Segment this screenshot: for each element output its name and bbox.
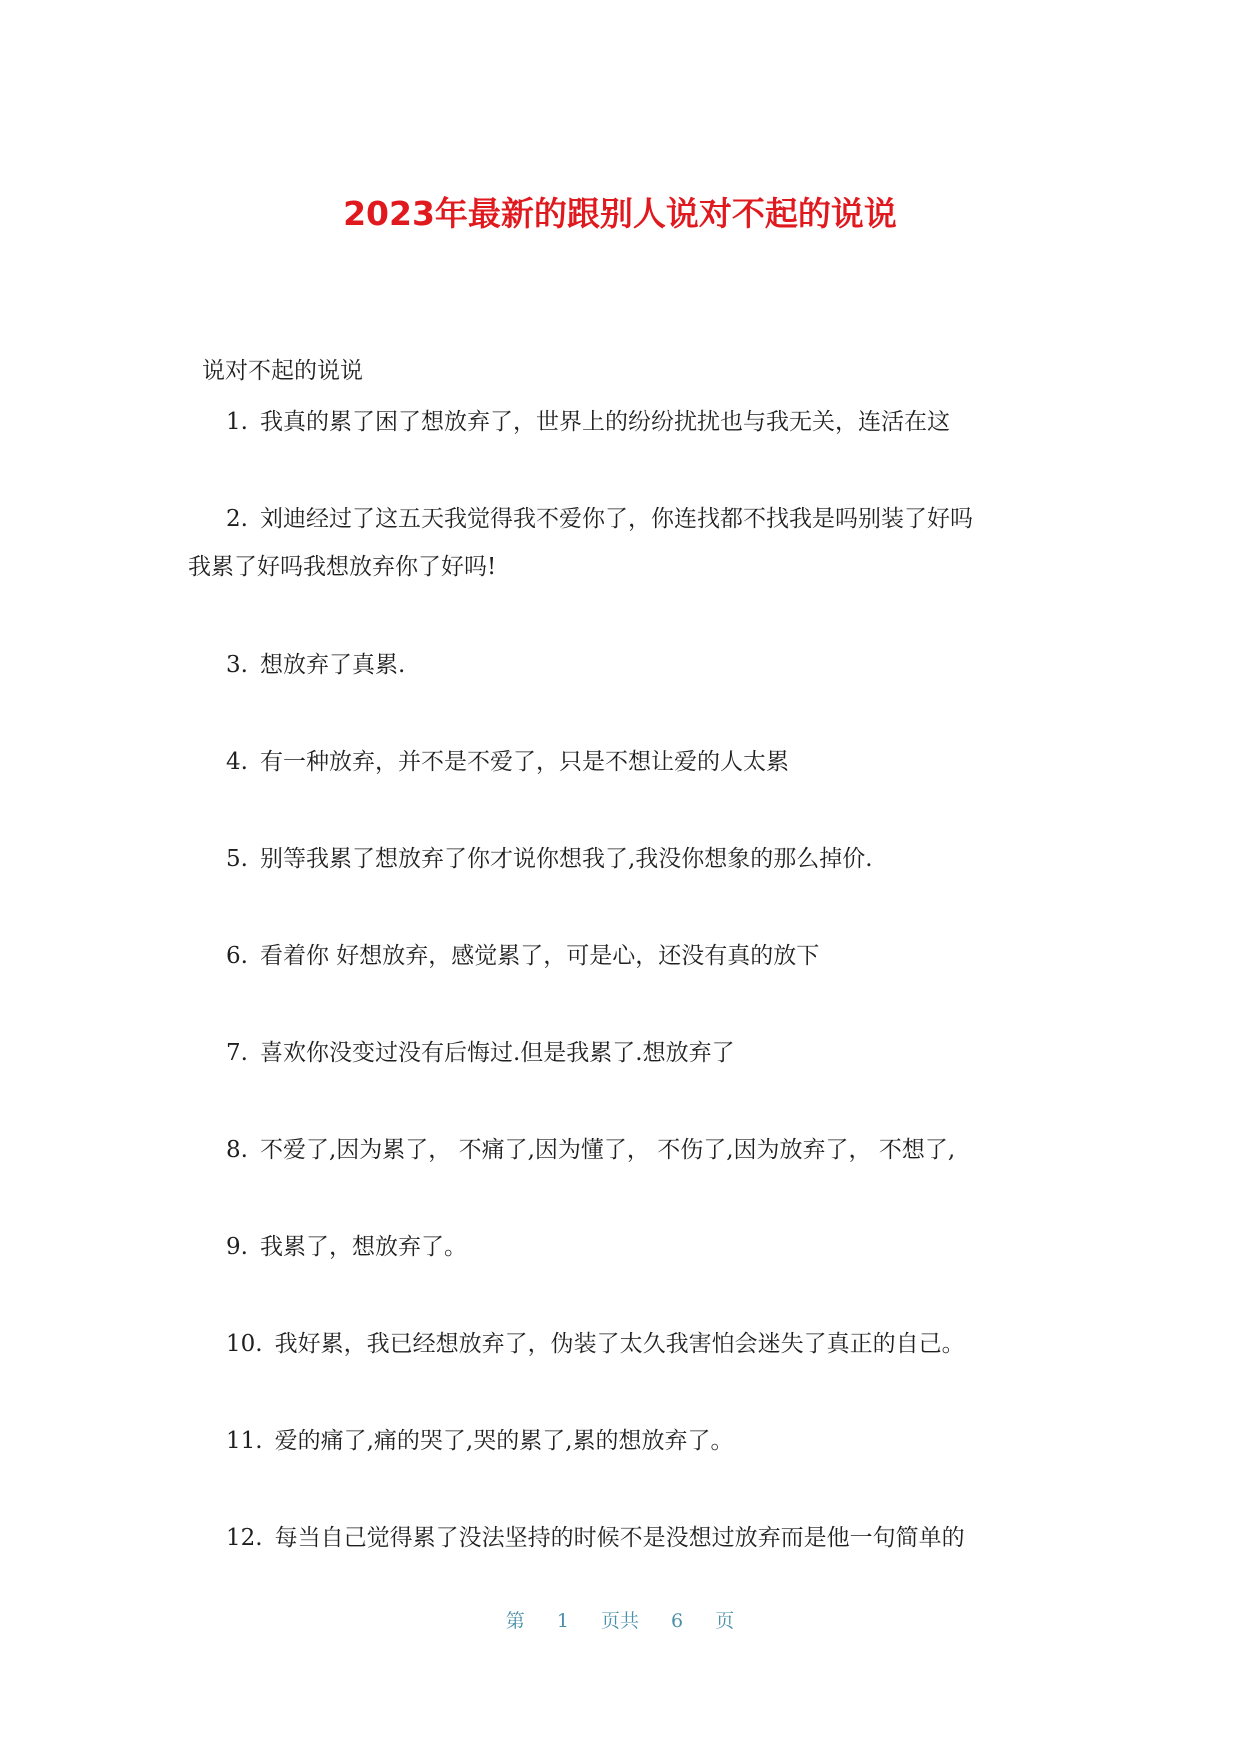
list-item	[188, 1417, 1068, 1514]
item-number: 6.	[226, 943, 248, 969]
item-number: 2.	[226, 506, 248, 532]
list-item	[188, 641, 1068, 738]
item-number: 1.	[226, 409, 248, 435]
item-number: 5.	[226, 846, 248, 872]
item-text: 看着你 好想放弃，感觉累了，可是心，还没有真的放下	[259, 943, 820, 969]
item-text: 爱的痛了,痛的哭了,哭的累了,累的想放弃了。	[274, 1428, 734, 1454]
item-number: 8.	[226, 1137, 248, 1163]
item-text: 想放弃了真累.	[259, 652, 406, 678]
item-text: 不爱了,因为累了， 不痛了,因为懂了， 不伤了,因为放弃了， 不想了,	[259, 1137, 956, 1163]
list-item	[188, 495, 1068, 641]
item-number: 12.	[226, 1525, 263, 1551]
list-item	[188, 1029, 1068, 1126]
list-item	[188, 738, 1068, 835]
item-number: 3.	[226, 652, 248, 678]
saying-list	[188, 398, 1068, 1611]
footer-page-end: 页	[715, 1610, 735, 1632]
item-number: 7.	[226, 1040, 248, 1066]
list-item	[188, 932, 1068, 1029]
intro-heading: 说对不起的说说	[202, 358, 363, 384]
item-text: 我累了，想放弃了。	[259, 1234, 467, 1260]
list-item	[188, 1514, 1068, 1611]
list-item	[188, 1126, 1068, 1223]
item-text: 刘迪经过了这五天我觉得我不爱你了，你连找都不找我是吗别装了好吗	[259, 506, 973, 532]
list-item	[188, 1320, 1068, 1417]
list-item	[188, 1223, 1068, 1320]
page-footer	[0, 1606, 1240, 1633]
footer-total-pages: 6	[671, 1610, 684, 1632]
item-number: 9.	[226, 1234, 248, 1260]
list-item	[188, 398, 1068, 495]
item-text: 别等我累了想放弃了你才说你想我了,我没你想象的那么掉价.	[259, 846, 873, 872]
item-text-continued: 我累了好吗我想放弃你了好吗!	[188, 554, 497, 580]
item-text: 有一种放弃，并不是不爱了，只是不想让爱的人太累	[259, 749, 789, 775]
document-title: 2023年最新的跟别人说对不起的说说	[343, 194, 897, 233]
footer-page-word: 第	[505, 1610, 525, 1632]
footer-page-mid: 页共	[600, 1610, 639, 1632]
item-text: 我好累，我已经想放弃了，伪装了太久我害怕会迷失了真正的自己。	[274, 1331, 965, 1357]
footer-page-number: 1	[556, 1610, 569, 1632]
item-number: 10.	[226, 1331, 263, 1357]
item-text: 每当自己觉得累了没法坚持的时候不是没想过放弃而是他一句简单的	[274, 1525, 965, 1551]
item-text: 喜欢你没变过没有后悔过.但是我累了.想放弃了	[259, 1040, 735, 1066]
list-item	[188, 835, 1068, 932]
item-number: 11.	[226, 1428, 263, 1454]
item-text: 我真的累了困了想放弃了，世界上的纷纷扰扰也与我无关，连活在这	[259, 409, 950, 435]
item-number: 4.	[226, 749, 248, 775]
